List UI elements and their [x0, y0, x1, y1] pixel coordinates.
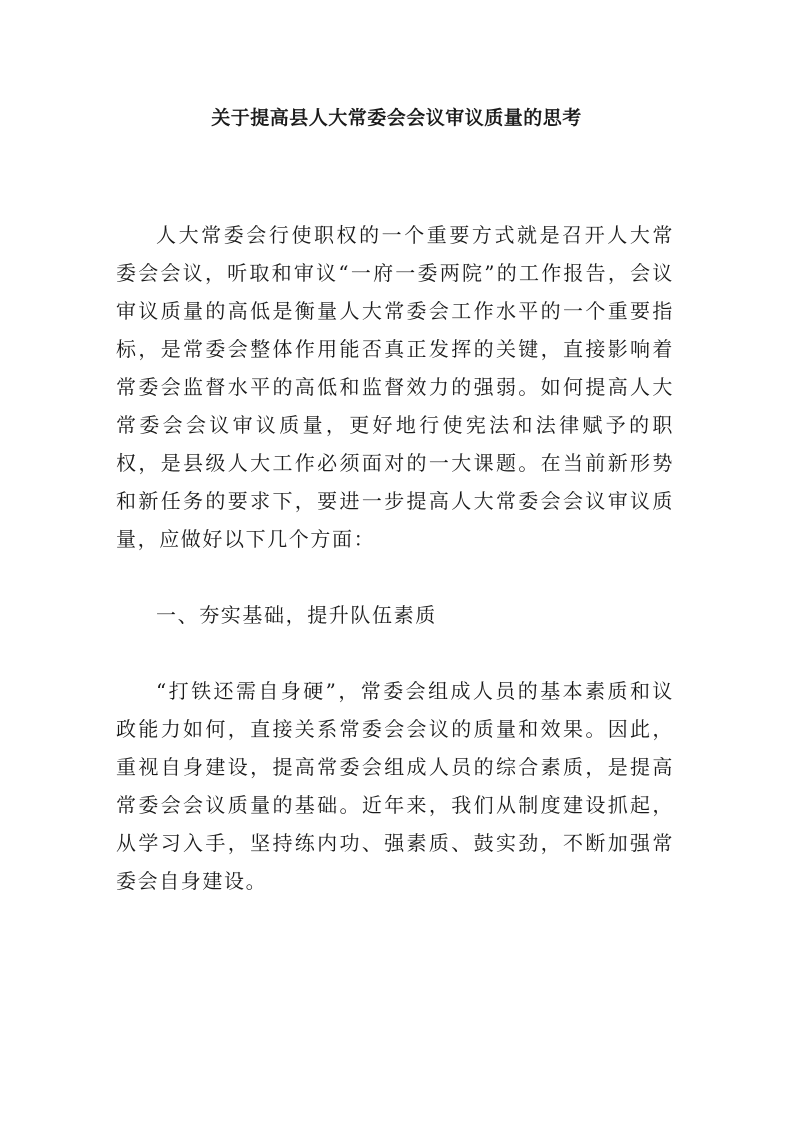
document-title: 关于提高县人大常委会会议审议质量的思考	[211, 107, 582, 129]
paragraph-section-1: “打铁还需自身硬”，常委会组成人员的基本素质和议政能力如何，直接关系常委会会议的质量和效果。因此，重视自身建设，提高常委会组成人员的综合素质，是提高常委会会议质量的基础。近年来，我们从制度建设抓起，从学习入手，坚持练内功、强素质、鼓实劲，不断加强常委会自身建设。	[116, 679, 674, 893]
paragraph-spacer	[116, 558, 674, 596]
section-heading-1: 一、夯实基础，提升队伍素质	[156, 603, 437, 627]
paragraph-spacer	[116, 634, 674, 672]
document-body	[116, 216, 674, 900]
paragraph-intro: 人大常委会行使职权的一个重要方式就是召开人大常委会会议，听取和审议“一府一委两院”的工作报告，会议审议质量的高低是衡量人大常委会工作水平的一个重要指标，是常委会整体作用能否真正发挥的关键，直接影响着常委会监督水平的高低和监督效力的强弱。如何提高人大常委会会议审议质量，更好地行使宪法和法律赋予的职权，是县级人大工作必须面对的一大课题。在当前新形势和新任务的要求下，要进一步提高人大常委会会议审议质量，应做好以下几个方面：	[116, 223, 674, 551]
